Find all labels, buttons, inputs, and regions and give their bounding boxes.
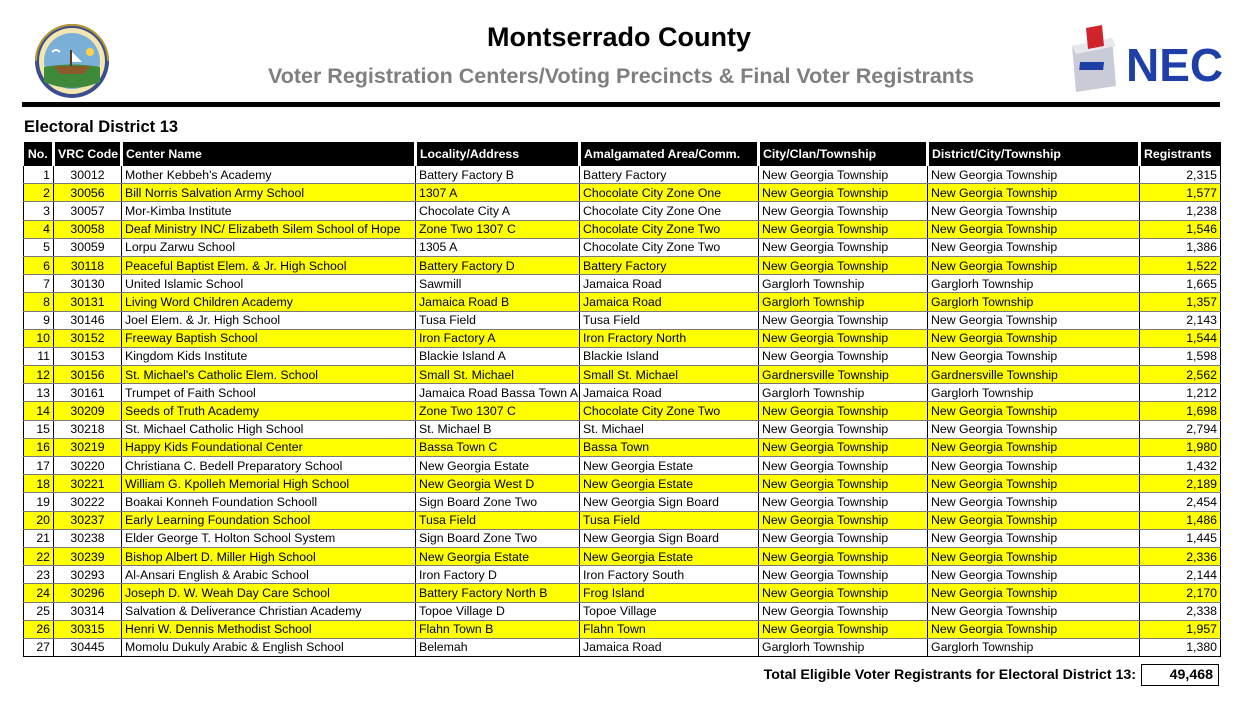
cell-city-clan-township: New Georgia Township (759, 529, 928, 547)
cell-district-city-township: New Georgia Township (928, 238, 1140, 256)
cell-amalgamated-area: Jamaica Road (580, 293, 759, 311)
cell-row-number: 3 (24, 202, 54, 220)
cell-registrants: 1,577 (1140, 184, 1221, 202)
cell-registrants: 1,386 (1140, 238, 1221, 256)
cell-district-city-township: New Georgia Township (928, 493, 1140, 511)
table-row (24, 329, 1221, 347)
cell-row-number: 22 (24, 547, 54, 565)
cell-registrants: 2,144 (1140, 566, 1221, 584)
cell-amalgamated-area: Bassa Town (580, 438, 759, 456)
cell-locality: Sign Board Zone Two (416, 529, 580, 547)
cell-vrc-code: 30445 (54, 638, 122, 656)
cell-row-number: 1 (24, 166, 54, 184)
cell-registrants: 2,143 (1140, 311, 1221, 329)
cell-locality: Small St. Michael (416, 366, 580, 384)
table-row (24, 547, 1221, 565)
page-title: Montserrado County (486, 22, 751, 52)
cell-district-city-township: New Georgia Township (928, 584, 1140, 602)
table-row (24, 184, 1221, 202)
cell-row-number: 6 (24, 256, 54, 274)
cell-center-name: Happy Kids Foundational Center (122, 438, 416, 456)
cell-city-clan-township: New Georgia Township (759, 420, 928, 438)
cell-amalgamated-area: Chocolate City Zone One (580, 202, 759, 220)
cell-locality: Jamaica Road Bassa Town A (416, 384, 580, 402)
cell-row-number: 16 (24, 438, 54, 456)
cell-vrc-code: 30131 (54, 293, 122, 311)
cell-registrants: 1,546 (1140, 220, 1221, 238)
cell-center-name: St. Michael Catholic High School (122, 420, 416, 438)
cell-amalgamated-area: Chocolate City Zone Two (580, 238, 759, 256)
cell-city-clan-township: New Georgia Township (759, 184, 928, 202)
cell-vrc-code: 30146 (54, 311, 122, 329)
cell-locality: Zone Two 1307 C (416, 402, 580, 420)
cell-district-city-township: New Georgia Township (928, 311, 1140, 329)
header-divider (22, 102, 1220, 107)
cell-district-city-township: Garglorh Township (928, 275, 1140, 293)
cell-vrc-code: 30161 (54, 384, 122, 402)
cell-center-name: Bishop Albert D. Miller High School (122, 547, 416, 565)
cell-center-name: Mor-Kimba Institute (122, 202, 416, 220)
cell-locality: Zone Two 1307 C (416, 220, 580, 238)
cell-registrants: 1,357 (1140, 293, 1221, 311)
cell-district-city-township: New Georgia Township (928, 256, 1140, 274)
cell-amalgamated-area: Jamaica Road (580, 384, 759, 402)
cell-city-clan-township: New Georgia Township (759, 511, 928, 529)
cell-city-clan-township: Garglorh Township (759, 384, 928, 402)
table-row (24, 311, 1221, 329)
cell-amalgamated-area: Jamaica Road (580, 638, 759, 656)
table-row (24, 438, 1221, 456)
cell-city-clan-township: New Georgia Township (759, 311, 928, 329)
cell-center-name: Henri W. Dennis Methodist School (122, 620, 416, 638)
cell-registrants: 1,698 (1140, 402, 1221, 420)
cell-city-clan-township: New Georgia Township (759, 475, 928, 493)
cell-amalgamated-area: Battery Factory (580, 256, 759, 274)
cell-row-number: 20 (24, 511, 54, 529)
nec-logo-icon (1068, 24, 1224, 96)
cell-row-number: 24 (24, 584, 54, 602)
cell-registrants: 2,454 (1140, 493, 1221, 511)
cell-center-name: Joel Elem. & Jr. High School (122, 311, 416, 329)
cell-locality: New Georgia Estate (416, 547, 580, 565)
cell-amalgamated-area: Blackie Island (580, 347, 759, 365)
cell-locality: Belemah (416, 638, 580, 656)
cell-row-number: 2 (24, 184, 54, 202)
cell-center-name: Seeds of Truth Academy (122, 402, 416, 420)
cell-row-number: 12 (24, 366, 54, 384)
cell-center-name: Elder George T. Holton School System (122, 529, 416, 547)
column-header-center-name: Center Name (122, 142, 416, 166)
cell-amalgamated-area: St. Michael (580, 420, 759, 438)
cell-row-number: 9 (24, 311, 54, 329)
column-header-vrc-code: VRC Code (54, 142, 122, 166)
table-row (24, 511, 1221, 529)
cell-registrants: 1,980 (1140, 438, 1221, 456)
cell-vrc-code: 30293 (54, 566, 122, 584)
table-row (24, 347, 1221, 365)
cell-district-city-township: New Georgia Township (928, 166, 1140, 184)
cell-locality: Sawmill (416, 275, 580, 293)
cell-center-name: Christiana C. Bedell Preparatory School (122, 457, 416, 475)
cell-amalgamated-area: Battery Factory (580, 166, 759, 184)
cell-vrc-code: 30058 (54, 220, 122, 238)
cell-city-clan-township: New Georgia Township (759, 329, 928, 347)
cell-row-number: 8 (24, 293, 54, 311)
cell-locality: New Georgia West D (416, 475, 580, 493)
cell-city-clan-township: New Georgia Township (759, 238, 928, 256)
cell-center-name: Deaf Ministry INC/ Elizabeth Silem School of Hope (122, 220, 416, 238)
cell-locality: Battery Factory B (416, 166, 580, 184)
table-header-row (24, 142, 1221, 166)
cell-amalgamated-area: New Georgia Sign Board (580, 493, 759, 511)
cell-amalgamated-area: Chocolate City Zone Two (580, 220, 759, 238)
cell-vrc-code: 30222 (54, 493, 122, 511)
cell-district-city-township: Garglorh Township (928, 293, 1140, 311)
cell-locality: Bassa Town C (416, 438, 580, 456)
cell-amalgamated-area: Iron Factory South (580, 566, 759, 584)
cell-row-number: 27 (24, 638, 54, 656)
cell-district-city-township: New Georgia Township (928, 402, 1140, 420)
cell-registrants: 1,957 (1140, 620, 1221, 638)
cell-row-number: 23 (24, 566, 54, 584)
cell-amalgamated-area: Flahn Town (580, 620, 759, 638)
cell-vrc-code: 30057 (54, 202, 122, 220)
cell-amalgamated-area: Iron Fractory North (580, 329, 759, 347)
cell-registrants: 1,445 (1140, 529, 1221, 547)
column-header-registrants: Registrants (1140, 142, 1221, 166)
cell-center-name: Early Learning Foundation School (122, 511, 416, 529)
cell-row-number: 18 (24, 475, 54, 493)
cell-row-number: 25 (24, 602, 54, 620)
cell-registrants: 1,432 (1140, 457, 1221, 475)
nec-logo-text: NEC (1126, 39, 1224, 91)
cell-vrc-code: 30012 (54, 166, 122, 184)
table-row (24, 384, 1221, 402)
cell-locality: Flahn Town B (416, 620, 580, 638)
cell-registrants: 1,486 (1140, 511, 1221, 529)
cell-row-number: 13 (24, 384, 54, 402)
cell-locality: New Georgia Estate (416, 457, 580, 475)
cell-vrc-code: 30153 (54, 347, 122, 365)
cell-city-clan-township: New Georgia Township (759, 402, 928, 420)
cell-district-city-township: New Georgia Township (928, 347, 1140, 365)
cell-row-number: 7 (24, 275, 54, 293)
cell-locality: Iron Factory A (416, 329, 580, 347)
cell-registrants: 1,380 (1140, 638, 1221, 656)
cell-amalgamated-area: Small St. Michael (580, 366, 759, 384)
cell-amalgamated-area: New Georgia Estate (580, 457, 759, 475)
cell-center-name: Boakai Konneh Foundation Schooll (122, 493, 416, 511)
column-header-city-clan-township: City/Clan/Township (759, 142, 928, 166)
column-header-locality: Locality/Address (416, 142, 580, 166)
cell-amalgamated-area: Tusa Field (580, 311, 759, 329)
cell-district-city-township: New Georgia Township (928, 220, 1140, 238)
cell-district-city-township: New Georgia Township (928, 511, 1140, 529)
cell-registrants: 2,562 (1140, 366, 1221, 384)
cell-amalgamated-area: New Georgia Estate (580, 547, 759, 565)
cell-center-name: Lorpu Zarwu School (122, 238, 416, 256)
cell-city-clan-township: New Georgia Township (759, 202, 928, 220)
table-row (24, 275, 1221, 293)
cell-center-name: Peaceful Baptist Elem. & Jr. High School (122, 256, 416, 274)
cell-center-name: United Islamic School (122, 275, 416, 293)
cell-locality: 1305 A (416, 238, 580, 256)
cell-vrc-code: 30218 (54, 420, 122, 438)
cell-center-name: Salvation & Deliverance Christian Academy (122, 602, 416, 620)
cell-district-city-township: New Georgia Township (928, 566, 1140, 584)
cell-city-clan-township: New Georgia Township (759, 602, 928, 620)
cell-registrants: 1,598 (1140, 347, 1221, 365)
cell-district-city-township: New Georgia Township (928, 620, 1140, 638)
registration-table (23, 142, 1221, 657)
table-row (24, 457, 1221, 475)
cell-row-number: 5 (24, 238, 54, 256)
cell-city-clan-township: New Georgia Township (759, 457, 928, 475)
cell-vrc-code: 30221 (54, 475, 122, 493)
cell-row-number: 21 (24, 529, 54, 547)
cell-city-clan-township: New Georgia Township (759, 347, 928, 365)
cell-row-number: 4 (24, 220, 54, 238)
cell-registrants: 2,794 (1140, 420, 1221, 438)
cell-district-city-township: New Georgia Township (928, 602, 1140, 620)
cell-center-name: Bill Norris Salvation Army School (122, 184, 416, 202)
cell-row-number: 15 (24, 420, 54, 438)
table-row (24, 475, 1221, 493)
cell-city-clan-township: New Georgia Township (759, 620, 928, 638)
cell-city-clan-township: New Georgia Township (759, 256, 928, 274)
cell-registrants: 1,238 (1140, 202, 1221, 220)
cell-locality: Topoe Village D (416, 602, 580, 620)
cell-district-city-township: New Georgia Township (928, 529, 1140, 547)
page-subtitle: Voter Registration Centers/Voting Precincts & Final Voter Registrants (267, 64, 975, 88)
cell-city-clan-township: New Georgia Township (759, 493, 928, 511)
cell-amalgamated-area: Jamaica Road (580, 275, 759, 293)
cell-row-number: 26 (24, 620, 54, 638)
table-row (24, 493, 1221, 511)
cell-vrc-code: 30237 (54, 511, 122, 529)
cell-district-city-township: New Georgia Township (928, 457, 1140, 475)
cell-vrc-code: 30209 (54, 402, 122, 420)
cell-district-city-township: New Georgia Township (928, 329, 1140, 347)
cell-registrants: 2,338 (1140, 602, 1221, 620)
cell-vrc-code: 30296 (54, 584, 122, 602)
table-row (24, 566, 1221, 584)
table-body (24, 166, 1221, 657)
cell-registrants: 1,544 (1140, 329, 1221, 347)
cell-locality: Tusa Field (416, 311, 580, 329)
cell-city-clan-township: Garglorh Township (759, 275, 928, 293)
cell-row-number: 10 (24, 329, 54, 347)
cell-vrc-code: 30238 (54, 529, 122, 547)
cell-locality: Jamaica Road B (416, 293, 580, 311)
cell-city-clan-township: New Georgia Township (759, 438, 928, 456)
cell-center-name: Momolu Dukuly Arabic & English School (122, 638, 416, 656)
cell-registrants: 2,189 (1140, 475, 1221, 493)
cell-locality: Battery Factory D (416, 256, 580, 274)
cell-center-name: Freeway Baptish School (122, 329, 416, 347)
cell-center-name: Trumpet of Faith School (122, 384, 416, 402)
cell-amalgamated-area: Chocolate City Zone One (580, 184, 759, 202)
cell-center-name: Kingdom Kids Institute (122, 347, 416, 365)
table-row (24, 620, 1221, 638)
cell-locality: Sign Board Zone Two (416, 493, 580, 511)
cell-locality: Tusa Field (416, 511, 580, 529)
cell-district-city-township: New Georgia Township (928, 184, 1140, 202)
cell-registrants: 1,212 (1140, 384, 1221, 402)
cell-locality: Blackie Island A (416, 347, 580, 365)
cell-center-name: Al-Ansari English & Arabic School (122, 566, 416, 584)
cell-city-clan-township: New Georgia Township (759, 547, 928, 565)
total-value: 49,468 (1141, 664, 1219, 686)
cell-district-city-township: Gardnersville Township (928, 366, 1140, 384)
table-row (24, 166, 1221, 184)
table-row (24, 529, 1221, 547)
cell-vrc-code: 30156 (54, 366, 122, 384)
cell-registrants: 1,522 (1140, 256, 1221, 274)
cell-city-clan-township: New Georgia Township (759, 584, 928, 602)
cell-row-number: 17 (24, 457, 54, 475)
cell-city-clan-township: Garglorh Township (759, 638, 928, 656)
cell-row-number: 19 (24, 493, 54, 511)
cell-amalgamated-area: Tusa Field (580, 511, 759, 529)
document-header (0, 0, 1240, 110)
total-label: Total Eligible Voter Registrants for Electoral District 13: (763, 667, 1136, 683)
cell-vrc-code: 30220 (54, 457, 122, 475)
table-row (24, 293, 1221, 311)
cell-amalgamated-area: New Georgia Sign Board (580, 529, 759, 547)
cell-city-clan-township: New Georgia Township (759, 566, 928, 584)
cell-district-city-township: Garglorh Township (928, 384, 1140, 402)
cell-vrc-code: 30314 (54, 602, 122, 620)
cell-city-clan-township: Gardnersville Township (759, 366, 928, 384)
cell-registrants: 2,336 (1140, 547, 1221, 565)
table-row (24, 238, 1221, 256)
cell-district-city-township: New Georgia Township (928, 202, 1140, 220)
cell-city-clan-township: New Georgia Township (759, 166, 928, 184)
table-row (24, 202, 1221, 220)
cell-row-number: 11 (24, 347, 54, 365)
cell-amalgamated-area: Topoe Village (580, 602, 759, 620)
cell-vrc-code: 30056 (54, 184, 122, 202)
cell-registrants: 2,170 (1140, 584, 1221, 602)
table-row (24, 602, 1221, 620)
cell-center-name: St. Michael's Catholic Elem. School (122, 366, 416, 384)
cell-locality: 1307 A (416, 184, 580, 202)
table-row (24, 220, 1221, 238)
cell-locality: Chocolate City A (416, 202, 580, 220)
table-row (24, 402, 1221, 420)
table-row (24, 638, 1221, 656)
table-row (24, 256, 1221, 274)
cell-locality: Iron Factory D (416, 566, 580, 584)
cell-vrc-code: 30315 (54, 620, 122, 638)
district-label: Electoral District 13 (24, 118, 179, 136)
column-header-district-city-township: District/City/Township (928, 142, 1140, 166)
column-header-no: No. (24, 142, 54, 166)
cell-district-city-township: New Georgia Township (928, 420, 1140, 438)
cell-registrants: 1,665 (1140, 275, 1221, 293)
cell-vrc-code: 30118 (54, 256, 122, 274)
cell-center-name: Living Word Children Academy (122, 293, 416, 311)
cell-registrants: 2,315 (1140, 166, 1221, 184)
column-header-amalgamated-area: Amalgamated Area/Comm. (580, 142, 759, 166)
cell-center-name: Joseph D. W. Weah Day Care School (122, 584, 416, 602)
cell-vrc-code: 30059 (54, 238, 122, 256)
cell-vrc-code: 30219 (54, 438, 122, 456)
cell-district-city-township: New Georgia Township (928, 547, 1140, 565)
cell-amalgamated-area: Frog Island (580, 584, 759, 602)
cell-city-clan-township: Garglorh Township (759, 293, 928, 311)
cell-city-clan-township: New Georgia Township (759, 220, 928, 238)
cell-center-name: William G. Kpolleh Memorial High School (122, 475, 416, 493)
table-row (24, 366, 1221, 384)
table-row (24, 420, 1221, 438)
cell-row-number: 14 (24, 402, 54, 420)
cell-locality: St. Michael B (416, 420, 580, 438)
cell-vrc-code: 30152 (54, 329, 122, 347)
cell-district-city-township: Garglorh Township (928, 638, 1140, 656)
cell-district-city-township: New Georgia Township (928, 438, 1140, 456)
cell-center-name: Mother Kebbeh's Academy (122, 166, 416, 184)
table-row (24, 584, 1221, 602)
cell-vrc-code: 30130 (54, 275, 122, 293)
cell-amalgamated-area: Chocolate City Zone Two (580, 402, 759, 420)
cell-district-city-township: New Georgia Township (928, 475, 1140, 493)
cell-amalgamated-area: New Georgia Estate (580, 475, 759, 493)
cell-locality: Battery Factory North B (416, 584, 580, 602)
cell-vrc-code: 30239 (54, 547, 122, 565)
